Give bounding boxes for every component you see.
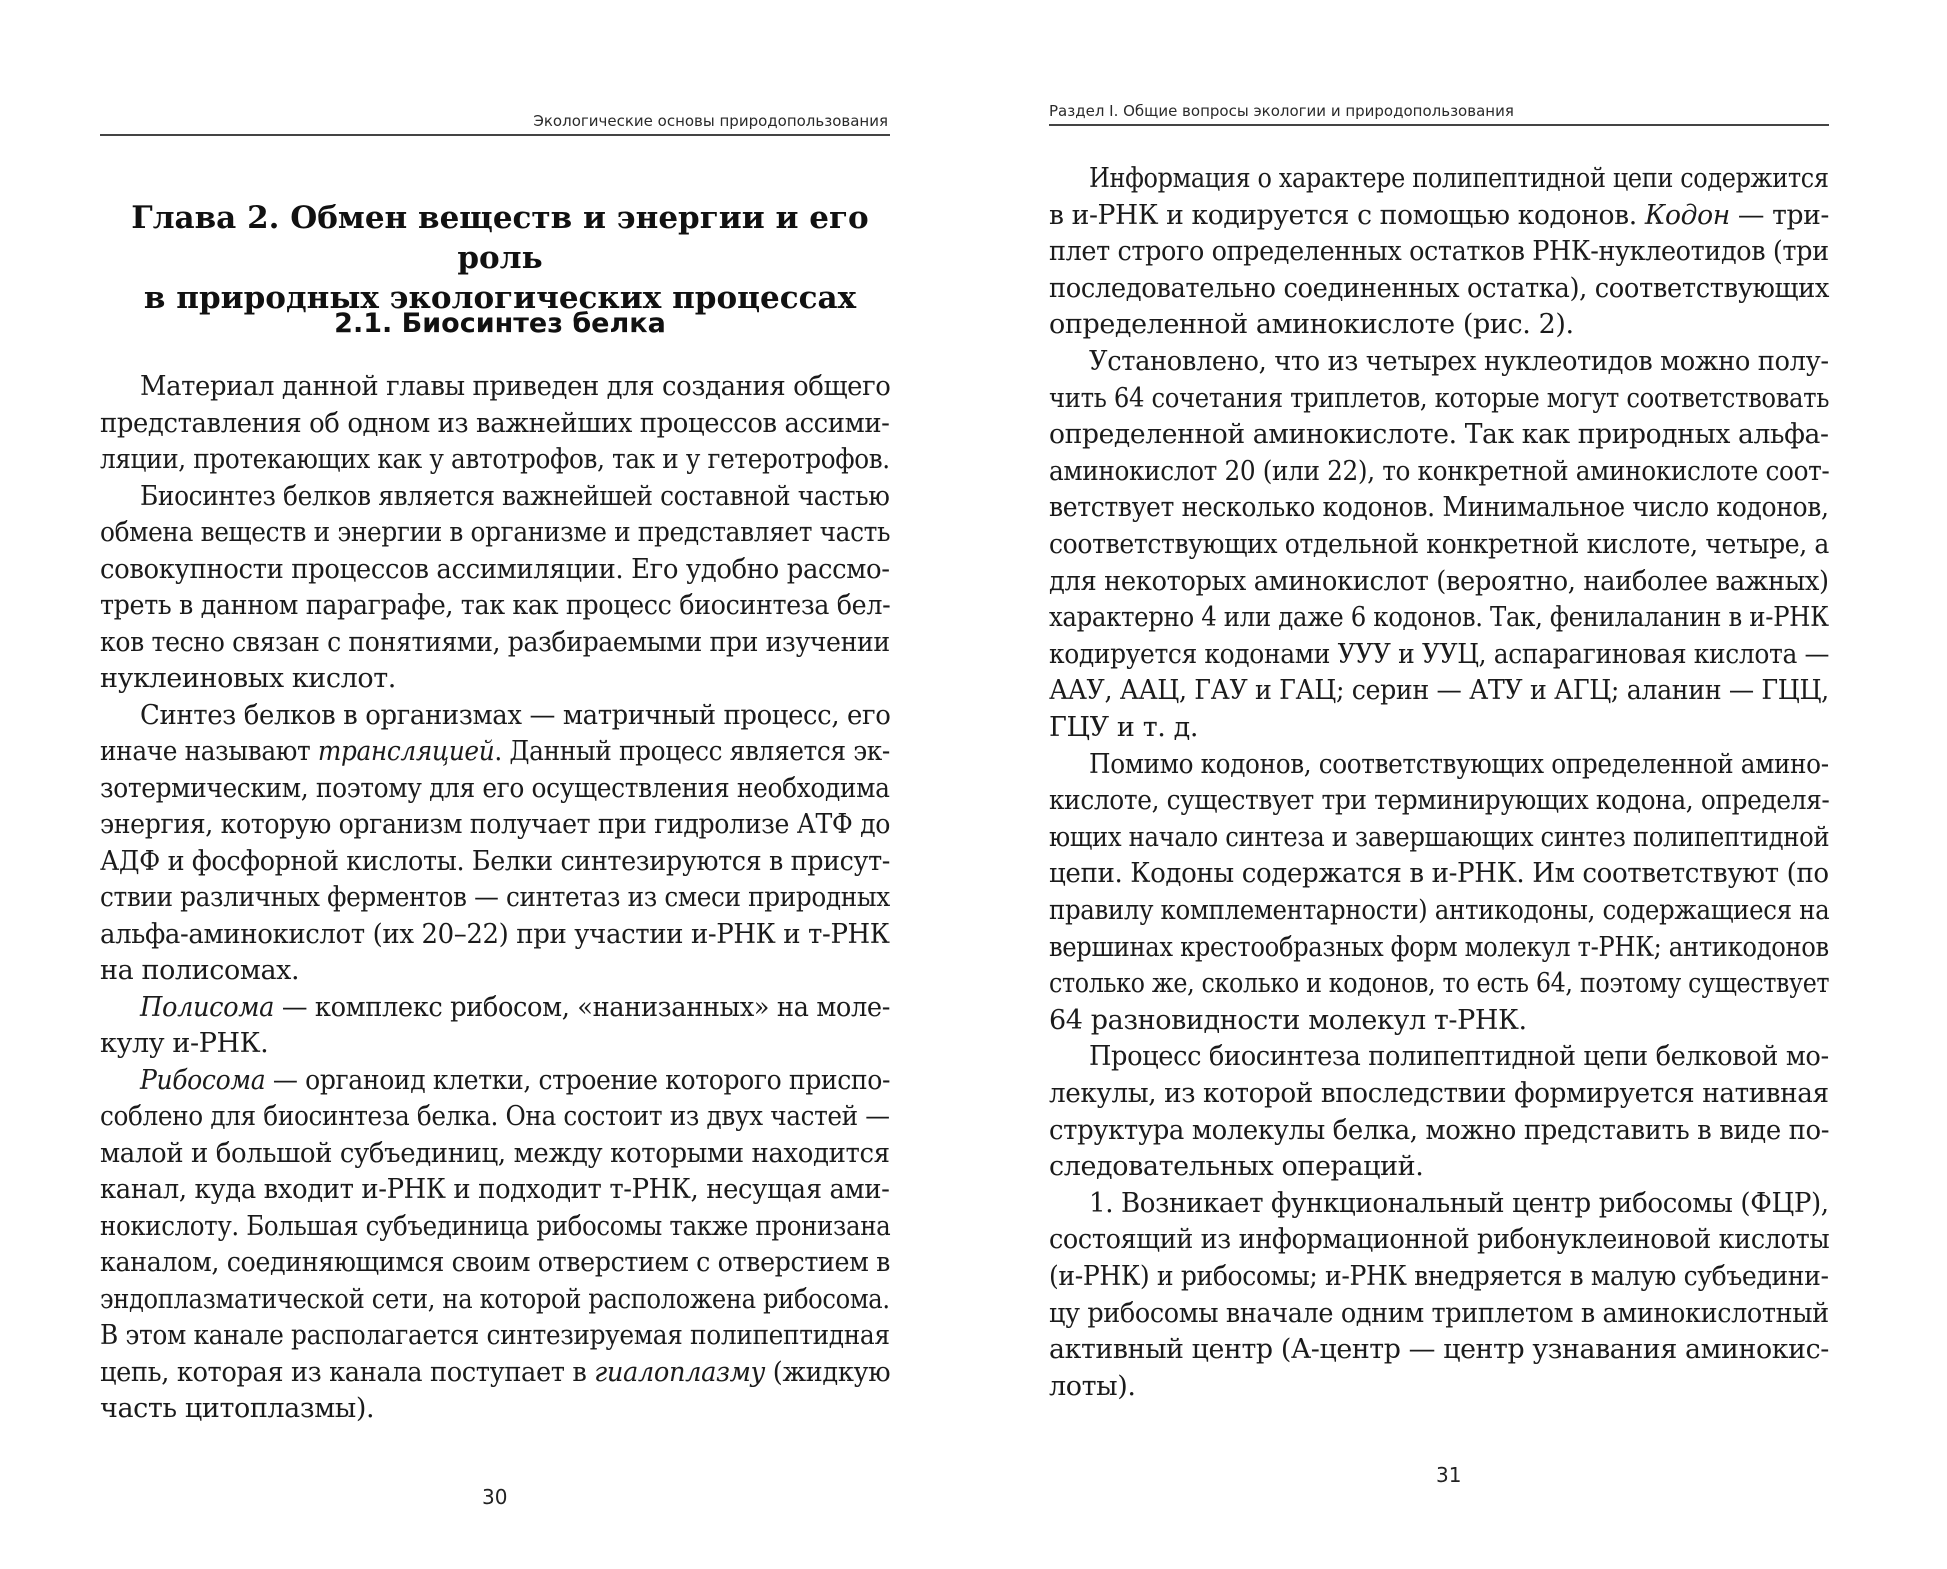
text-line: [100, 881, 890, 915]
text-segment: на полисомах.: [100, 955, 300, 986]
section-title: 2.1. Биосинтез белка: [334, 308, 666, 339]
text-segment: правилу комплементарности) антикодоны, содержащиеся на: [1049, 895, 1830, 926]
text-line: [1089, 748, 1829, 782]
text-segment: Биосинтез белков является важнейшей составной частью: [140, 480, 890, 512]
text-segment: Процесс биосинтеза полипептидной цепи белковой мо-: [1089, 1041, 1829, 1073]
text-segment: иначе называют: [100, 736, 318, 767]
emphasis-term: Полисома: [140, 991, 275, 1023]
text-line: [1049, 1114, 1830, 1148]
text-line: [100, 443, 890, 477]
text-segment: (жидкую: [765, 1356, 891, 1388]
text-line: [1049, 1077, 1829, 1111]
text-line: [100, 1392, 890, 1426]
text-line: [1049, 1004, 1829, 1038]
text-segment: характерно 4 или даже 6 кодонов. Так, фенилаланин в и-РНК: [1049, 602, 1829, 634]
text-segment: . Данный процесс является эк-: [494, 736, 890, 767]
text-segment: состоящий из информационной рибонуклеиновой кислоты: [1049, 1224, 1830, 1256]
text-segment: кулу и-РНК.: [100, 1028, 269, 1059]
text-segment: — три-: [1729, 199, 1830, 231]
text-segment: соблено для биосинтеза белка. Она состоит из двух частей —: [100, 1101, 890, 1132]
text-line: [1049, 455, 1830, 489]
text-segment: цепь, которая из канала поступает в: [100, 1356, 595, 1388]
text-line: [100, 1246, 890, 1280]
text-segment: 64 разновидности молекул т-РНК.: [1049, 1004, 1527, 1036]
text-segment: лоты).: [1049, 1370, 1136, 1402]
text-line: [100, 1100, 890, 1134]
text-line: [1049, 528, 1830, 562]
text-line: [1049, 1260, 1829, 1294]
left-page: [0, 0, 973, 1569]
text-segment: энергия, которую организм получает при гидролизе АТФ до: [100, 809, 891, 840]
text-line: [100, 918, 890, 952]
text-segment: каналом, соединяющимся своим отверстием с отверстием в: [100, 1247, 890, 1278]
text-line: [1049, 1370, 1829, 1404]
text-segment: треть в данном параграфе, так как процесс биосинтеза бел-: [100, 590, 891, 621]
text-segment: кодируется кодонами УУУ и УУЦ, аспарагиновая кислота —: [1049, 638, 1830, 670]
text-segment: следовательных операций.: [1049, 1151, 1424, 1183]
text-line: [1089, 345, 1829, 379]
text-segment: чить 64 сочетания триплетов, которые могут соответствовать: [1049, 382, 1830, 414]
text-segment: последовательно соединенных остатка), соответствующих: [1049, 272, 1830, 304]
text-line: [1049, 235, 1829, 269]
text-line: [1049, 967, 1830, 1001]
text-line: [1049, 308, 1829, 342]
text-segment: структура молекулы белка, можно представить в виде по-: [1049, 1114, 1830, 1146]
text-line: [1049, 638, 1830, 672]
page-number: 30: [482, 1485, 508, 1509]
text-line: [1049, 857, 1829, 891]
text-segment: обмена веществ и энергии в организме и представляет часть: [100, 517, 891, 548]
text-line: [100, 553, 890, 587]
text-line: [100, 516, 891, 550]
text-segment: цу рибосомы вначале одним триплетом в аминокислотный: [1049, 1297, 1829, 1329]
text-line: [100, 735, 890, 769]
text-line: [100, 845, 891, 879]
text-segment: АДФ и фосфорной кислоты. Белки синтезируются в присут-: [100, 845, 891, 877]
text-line: [100, 954, 890, 988]
text-segment: вершинах крестообразных форм молекул т-РНК; антикодонов: [1049, 931, 1829, 963]
text-line: [100, 1319, 890, 1353]
text-line: [1049, 821, 1830, 855]
text-segment: определенной аминокислоте (рис. 2).: [1049, 309, 1574, 341]
text-line: [100, 1283, 890, 1317]
emphasis-term: трансляцией: [317, 736, 495, 767]
text-segment: ляции, протекающих как у автотрофов, так и у гетеротрофов.: [100, 444, 890, 475]
running-head: Экологические основы природопользования: [533, 112, 888, 130]
text-line: [100, 1027, 890, 1061]
text-line: [1049, 601, 1829, 635]
text-segment: представления об одном из важнейших процессов ассими-: [100, 407, 890, 439]
text-line: [1049, 199, 1830, 233]
text-segment: ААУ, ААЦ, ГАУ и ГАЦ; серин — АТУ и АГЦ; аланин — ГЦЦ,: [1049, 675, 1829, 707]
header-rule: [100, 134, 890, 136]
chapter-title: [100, 198, 900, 318]
text-segment: столько же, сколько и кодонов, то есть 64, поэтому существует: [1049, 968, 1830, 1000]
text-segment: альфа-аминокислот (их 20–22) при участии и-РНК и т-РНК: [100, 918, 890, 950]
text-segment: совокупности процессов ассимиляции. Его удобно рассмо-: [100, 553, 890, 585]
text-line: [1049, 1297, 1829, 1331]
text-segment: В этом канале располагается синтезируемая полипептидная: [100, 1320, 890, 1351]
text-line: [100, 1356, 891, 1390]
text-line: [1049, 382, 1830, 416]
text-segment: ствии различных ферментов — синтетаз из смеси природных: [100, 882, 890, 913]
text-segment: зотермическим, поэтому для его осуществления необходима: [100, 772, 890, 804]
text-segment: малой и большой субъединиц, между которыми находится: [100, 1137, 890, 1169]
text-line: [100, 589, 891, 623]
text-line: [100, 1210, 891, 1244]
text-line: [100, 407, 890, 441]
text-segment: — органоид клетки, строение которого приспо-: [265, 1064, 891, 1096]
text-line: [1049, 711, 1829, 745]
text-segment: нокислоту. Большая субъединица рибосомы также пронизана: [100, 1210, 891, 1242]
right-page: [973, 0, 1947, 1569]
text-line: [140, 699, 891, 733]
text-line: [1049, 565, 1829, 599]
text-segment: 1. Возникает функциональный центр рибосомы (ФЦР),: [1089, 1187, 1829, 1219]
text-segment: лекулы, из которой впоследствии формируется нативная: [1049, 1078, 1829, 1109]
text-segment: в и-РНК и кодируется с помощью кодонов.: [1049, 199, 1645, 231]
text-line: [100, 1173, 890, 1207]
header-rule: [1049, 124, 1829, 126]
text-line: [140, 1064, 891, 1098]
emphasis-term: гиалоплазму: [594, 1356, 766, 1388]
running-head: Раздел I. Общие вопросы экологии и природопользования: [1049, 102, 1514, 120]
text-line: [1089, 162, 1829, 196]
text-line: [1089, 1187, 1829, 1221]
text-segment: Установлено, что из четырех нуклеотидов можно полу-: [1089, 346, 1829, 377]
text-segment: аминокислот 20 (или 22), то конкретной аминокислоте соот-: [1049, 455, 1830, 487]
text-segment: соответствующих отдельной конкретной кислоте, четыре, а: [1049, 529, 1830, 560]
text-segment: ГЦУ и т. д.: [1049, 712, 1199, 743]
text-line: [1049, 418, 1829, 452]
text-segment: цепи. Кодоны содержатся в и-РНК. Им соответствуют (по: [1049, 858, 1829, 890]
text-segment: часть цитоплазмы).: [100, 1393, 375, 1424]
text-line: [1049, 272, 1830, 306]
text-line: [140, 370, 891, 404]
text-segment: плет строго определенных остатков РНК-нуклеотидов (три: [1049, 236, 1829, 268]
text-segment: ков тесно связан с понятиями, разбираемыми при изучении: [100, 626, 890, 658]
text-segment: нуклеиновых кислот.: [100, 663, 396, 694]
text-segment: эндоплазматической сети, на которой расположена рибосома.: [100, 1283, 890, 1315]
text-line: [140, 991, 891, 1025]
text-line: [100, 626, 890, 660]
text-line: [1049, 931, 1829, 965]
text-segment: Материал данной главы приведен для создания общего: [140, 371, 891, 402]
text-segment: канал, куда входит и-РНК и подходит т-РНК, несущая ами-: [100, 1174, 890, 1205]
chapter-title-line-1: Глава 2. Обмен веществ и энергии и его роль: [131, 200, 869, 276]
text-segment: Синтез белков в организмах — матричный процесс, его: [140, 699, 891, 731]
text-segment: ветствует несколько кодонов. Минимальное число кодонов,: [1049, 492, 1829, 524]
text-line: [1049, 894, 1830, 928]
text-segment: (и-РНК) и рибосомы; и-РНК внедряется в малую субъедини-: [1049, 1261, 1829, 1292]
text-line: [100, 772, 890, 806]
text-segment: ющих начало синтеза и завершающих синтез полипептидной: [1049, 821, 1830, 853]
text-line: [100, 662, 890, 696]
emphasis-term: Кодон: [1644, 199, 1730, 231]
text-line: [140, 480, 890, 514]
text-line: [100, 1137, 890, 1171]
text-segment: определенной аминокислоте. Так как природных альфа-: [1049, 419, 1829, 451]
text-line: [1089, 1040, 1829, 1074]
text-line: [1049, 1333, 1829, 1367]
page-number: 31: [1436, 1463, 1462, 1487]
text-segment: Информация о характере полипептидной цепи содержится: [1089, 163, 1829, 194]
text-line: [1049, 674, 1829, 708]
text-segment: Помимо кодонов, соответствующих определенной амино-: [1089, 748, 1829, 780]
text-line: [100, 808, 891, 842]
text-segment: — комплекс рибосом, «нанизанных» на моле-: [274, 991, 891, 1023]
emphasis-term: Рибосома: [140, 1064, 266, 1096]
text-line: [1049, 1223, 1830, 1257]
chapter-title-line-2: в природных экологических процессах: [143, 280, 857, 316]
text-segment: кислоте, существует три терминирующих кодона, определя-: [1049, 785, 1830, 817]
text-segment: активный центр (А-центр — центр узнавания аминокис-: [1049, 1334, 1829, 1366]
text-line: [1049, 491, 1829, 525]
text-line: [1049, 784, 1830, 818]
text-line: [1049, 1150, 1829, 1184]
text-segment: для некоторых аминокислот (вероятно, наиболее важных): [1049, 565, 1829, 597]
